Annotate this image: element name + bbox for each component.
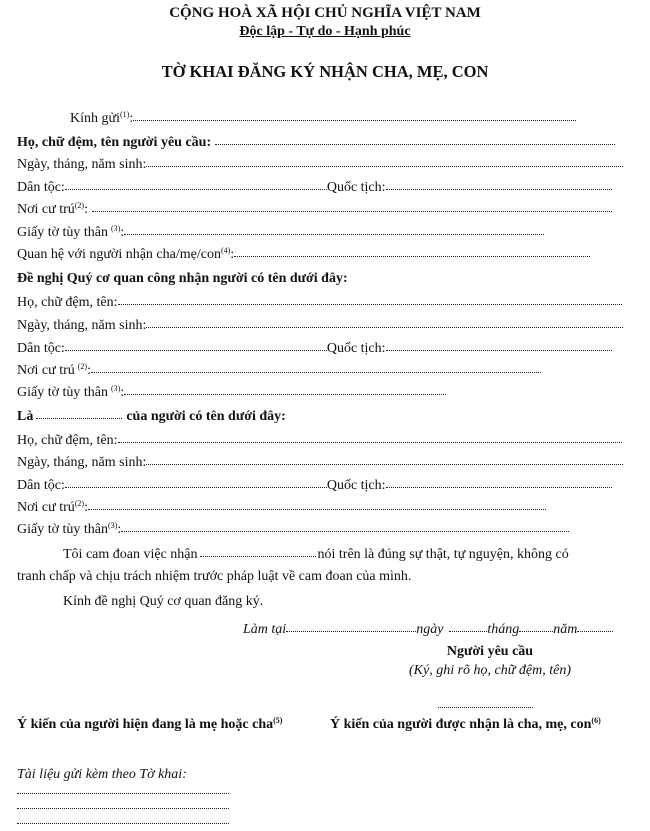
signature-field[interactable] [438, 706, 533, 708]
relation-name-field[interactable] [118, 441, 622, 443]
relation-residence-line: Nơi cư trú$^{(2)}$: [17, 499, 546, 517]
day-label: ngày [416, 622, 444, 637]
attachment-field-2[interactable] [17, 807, 229, 809]
month-field[interactable] [519, 630, 553, 632]
recognized-nationality-field[interactable] [386, 349, 612, 351]
requester-name-label: Họ, chữ đệm, tên người yêu cầu: [17, 135, 212, 150]
relation-dob-label: Ngày, tháng, năm sinh: [17, 455, 147, 470]
declaration-relation-field[interactable] [200, 555, 316, 557]
recognized-ethnicity-label: Dân tộc: [17, 341, 65, 356]
requester-relation-label: Quan hệ với người nhận cha/mẹ/con [17, 247, 221, 262]
requester-id-field[interactable] [124, 233, 544, 235]
requester-nationality-field[interactable] [386, 188, 612, 190]
relation-residence-label: Nơi cư trú [17, 500, 75, 515]
requester-dob-label: Ngày, tháng, năm sinh: [17, 157, 147, 172]
attachments-label: Tài liệu gửi kèm theo Tờ khai: [17, 767, 187, 782]
day-field[interactable] [449, 630, 487, 632]
requester-dob-field[interactable] [146, 165, 623, 167]
declaration-line-2: tranh chấp và chịu trách nhiệm trước pháp luật về cam đoan của mình. [17, 569, 412, 584]
form-title: TỜ KHAI ĐĂNG KÝ NHẬN CHA, MẸ, CON [161, 62, 489, 81]
requester-name-line [17, 134, 615, 152]
parent-opinion-label: Ý kiến của người hiện đang là mẹ hoặc cha$^{(5)}$ [17, 716, 283, 732]
relation-dob-line [17, 454, 623, 472]
national-motto [0, 23, 650, 41]
requester-relation-line: Quan hệ với người nhận cha/mẹ/con$^{(4)}$: [17, 246, 590, 264]
recognized-residence-field[interactable] [91, 371, 541, 373]
requester-residence-line: Nơi cư trú$^{(2)}$: [17, 201, 612, 219]
requester-name-field[interactable] [215, 143, 615, 145]
recognized-ethnicity-field[interactable] [65, 349, 327, 351]
recognized-name-field[interactable] [118, 303, 622, 305]
requester-residence-field[interactable] [92, 210, 612, 212]
recipient-line: Kính gửi$^{(1)}$: [70, 110, 576, 128]
attachment-line-3 [17, 813, 229, 831]
recognized-dob-line [17, 317, 623, 335]
requester-ethnicity-line [17, 179, 612, 197]
requester-ethnicity-label: Dân tộc: [17, 180, 65, 195]
motto-text: Độc lập - Tự do - Hạnh phúc [239, 24, 411, 39]
relation-id-label: Giấy tờ tùy thân [17, 522, 108, 537]
year-field[interactable] [577, 630, 613, 632]
requester-role: Người yêu cầu [446, 644, 534, 659]
registration-request: Kính đề nghị Quý cơ quan đăng ký. [63, 594, 264, 609]
requester-relation-field[interactable] [234, 255, 590, 257]
month-label: tháng [487, 622, 520, 637]
requester-id-line: Giấy tờ tùy thân $^{(3)}$: [17, 224, 544, 242]
recognized-nationality-label: Quốc tịch: [326, 341, 386, 356]
recognized-id-field[interactable] [124, 393, 446, 395]
relation-ethnicity-field[interactable] [65, 486, 327, 488]
relation-ethnicity-line [17, 477, 612, 495]
relation-name-label: Họ, chữ đệm, tên: [17, 433, 118, 448]
requester-ethnicity-field[interactable] [65, 188, 327, 190]
declaration-line-1: Tôi cam đoan việc nhận nói trên là đúng sự thật, tự nguyện, không có [63, 547, 569, 562]
relation-heading: Là của người có tên dưới đây: [17, 409, 286, 424]
relation-id-field[interactable] [121, 530, 569, 532]
signature-line [438, 697, 533, 715]
requester-dob-line [17, 156, 623, 174]
requester-residence-label: Nơi cư trú [17, 202, 75, 217]
recognized-ethnicity-line [17, 340, 612, 358]
year-label: năm [553, 622, 578, 637]
requester-id-label: Giấy tờ tùy thân [17, 225, 108, 240]
signature-hint: (Ký, ghi rõ họ, chữ đệm, tên) [409, 663, 571, 678]
requester-nationality-label: Quốc tịch: [326, 180, 386, 195]
note-1: (1) [119, 110, 130, 119]
recognized-opinion-label: Ý kiến của người được nhận là cha, mẹ, con$^{(6)}$ [330, 716, 601, 732]
place-label: Làm tại [243, 622, 287, 637]
relation-dob-field[interactable] [146, 463, 623, 465]
attachment-field-3[interactable] [17, 822, 229, 824]
recognized-dob-field[interactable] [146, 326, 623, 328]
recognized-dob-label: Ngày, tháng, năm sinh: [17, 318, 147, 333]
relation-name-line [17, 432, 622, 450]
recognized-name-label: Họ, chữ đệm, tên: [17, 295, 118, 310]
recognized-name-line [17, 294, 622, 312]
recipient-field[interactable] [133, 119, 576, 121]
date-place-line [243, 621, 613, 639]
relation-nationality-label: Quốc tịch: [326, 478, 386, 493]
relation-ethnicity-label: Dân tộc: [17, 478, 65, 493]
recognized-residence-line: Nơi cư trú $^{(2)}$: [17, 362, 541, 380]
place-field[interactable] [286, 630, 416, 632]
recognized-id-line: Giấy tờ tùy thân $^{(3)}$: [17, 384, 446, 402]
recognized-heading: Đề nghị Quý cơ quan công nhận người có tên dưới đây: [17, 271, 348, 286]
attachment-field-1[interactable] [17, 792, 229, 794]
relation-id-line: Giấy tờ tùy thân$^{(3)}$: [17, 521, 569, 539]
recipient-label: Kính gửi [70, 111, 120, 126]
relation-residence-field[interactable] [88, 508, 546, 510]
recognized-id-label: Giấy tờ tùy thân [17, 385, 108, 400]
nation-name: CỘNG HOÀ XÃ HỘI CHỦ NGHĨA VIỆT NAM [169, 5, 481, 21]
recognized-residence-label: Nơi cư trú [17, 363, 75, 378]
relation-nationality-field[interactable] [386, 486, 612, 488]
relation-type-field[interactable] [36, 417, 122, 419]
